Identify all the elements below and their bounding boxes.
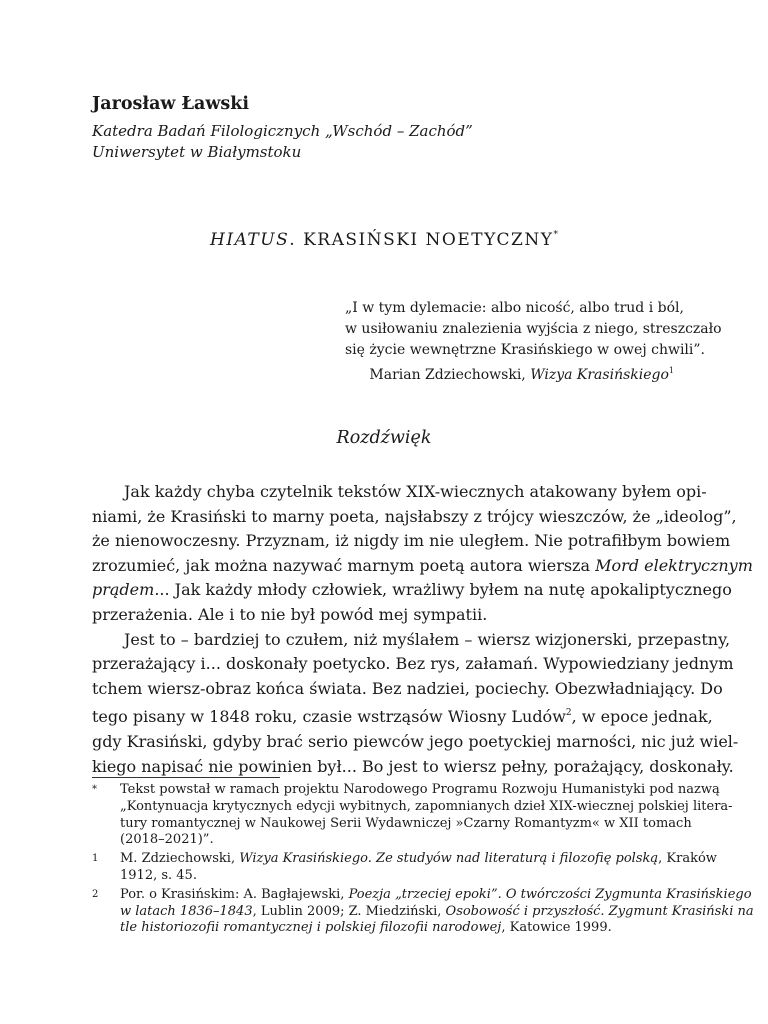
footnote-line: Tekst powstał w ramach projektu Narodowego Programu Rozwoju Humanistyki pod nazwą (120, 782, 720, 797)
footnote-1 (92, 851, 717, 885)
epigraph (345, 298, 722, 361)
epigraph-source-title: Wizya Krasińskiego (530, 367, 669, 383)
paragraph1-line: Jak każdy chyba czytelnik tekstów XIX-wiecznych atakowany byłem opi- (124, 482, 707, 501)
paragraph2-line: przerażający i... doskonały poetycko. Bez rys, załamań. Wypowiedziany jednym (92, 654, 734, 674)
footnote-ref-2[interactable]: 2 (565, 708, 572, 719)
epigraph-source (369, 366, 674, 383)
paragraph2-line (92, 701, 713, 730)
footnote-star (92, 782, 733, 849)
poem-title-cont: prądem (92, 580, 155, 600)
text-run: , Kraków (658, 851, 717, 867)
footnote-line: „Kontynuacja krytycznych edycji wybitnych, zapomnianych dzieł XIX-wiecznej polskiej litera- (120, 798, 733, 814)
text-run: ... Jak każdy młody człowiek, wrażliwy byłem na nutę apokaliptycznego (154, 580, 732, 600)
paragraph1-line: niami, że Krasiński to marny poeta, najsłabszy z trójcy wieszczów, że „ideolog”, (92, 506, 737, 526)
epigraph-source-author: Marian Zdziechowski, (369, 367, 526, 383)
cited-title: Poezja „trzeciej epoki”. O twórczości Zygmunta Krasińskiego (348, 886, 752, 902)
cited-title: Osobowość i przyszłość. Zygmunt Krasiński na (445, 903, 754, 919)
footnote-line: tury romantycznej w Naukowej Serii Wydawniczej »Czarny Romantyzm« w XII tomach (120, 815, 692, 831)
paragraph2-line: gdy Krasiński, gdyby brać serio piewców jego poetyckiej marności, nic już wiel- (92, 731, 739, 751)
article-title (0, 230, 768, 250)
footnote-line (120, 851, 717, 868)
footnote-mark: * (92, 784, 97, 795)
text-run: Por. o Krasińskim: A. Bagłajewski, (120, 886, 345, 902)
footnote-line: (2018–2021)”. (120, 832, 214, 848)
text-run: tego pisany w 1848 roku, czasie wstrząsów Wiosny Ludów (92, 707, 566, 727)
cited-title: w latach 1836–1843 (120, 903, 253, 919)
paragraph1-line: że nienowoczesny. Przyznam, iż nigdy im nie uległem. Nie potrafiłbym bowiem (92, 531, 731, 551)
text-run: , Lublin 2009; Z. Miedziński, (252, 903, 442, 919)
title-footnote-mark[interactable]: * (553, 230, 558, 240)
author-name: Jarosław Ławski (92, 94, 250, 114)
cited-title: Wizya Krasińskiego. Ze studyów nad literaturą i filozofię polską (239, 851, 659, 867)
footnote-divider (92, 777, 280, 778)
paragraph1-line (92, 578, 732, 603)
section-heading: Rozdźwięk (336, 428, 432, 448)
poem-title: Mord elektrycznym (595, 555, 753, 575)
body-text (92, 480, 753, 779)
footnote-line: 1912, s. 45. (120, 867, 197, 883)
title-hiatus: HIATUS (210, 230, 290, 250)
text-run: , Katowice 1999. (501, 920, 612, 936)
title-main: KRASIŃSKI NOETYCZNY (303, 230, 554, 250)
text-run: M. Zdziechowski, (120, 851, 236, 867)
paragraph2-line: Jest to – bardziej to czułem, niż myślałem – wiersz wizjonerski, przepastny, (124, 629, 731, 649)
footnotes (92, 782, 754, 939)
footnote-line (120, 903, 754, 921)
paragraph1-line (92, 554, 753, 579)
paragraph1-line: przerażenia. Ale i to nie był powód mej sympatii. (92, 604, 488, 624)
affiliation-university: Uniwersytet w Białymstoku (92, 143, 302, 161)
footnote-line (120, 886, 752, 904)
footnote-2 (92, 886, 754, 937)
affiliation-department: Katedra Badań Filologicznych „Wschód – Zachód” (92, 122, 473, 140)
footnote-mark: 1 (92, 853, 99, 865)
paragraph2-line: kiego napisać nie powinien był... Bo jest to wiersz pełny, porażający, doskonały. (92, 756, 734, 776)
title-separator: . (289, 230, 297, 250)
footnote-line (120, 920, 676, 937)
footnote-mark: 2 (92, 888, 99, 900)
epigraph-footnote-mark[interactable]: 1 (668, 366, 674, 375)
text-run: , w epoce jednak, (571, 707, 713, 727)
epigraph-line: „I w tym dylemacie: albo nicość, albo trud i ból, (345, 300, 684, 316)
epigraph-line: w usiłowaniu znalezienia wyjścia z niego, streszczało (345, 321, 722, 337)
epigraph-line: się życie wewnętrzne Krasińskiego w owej chwili”. (345, 342, 705, 358)
paragraph2-line: tchem wiersz-obraz końca świata. Bez nadziei, pociechy. Obezwładniający. Do (92, 678, 723, 698)
cited-title: tle historiozofii romantycznej i polskiej filozofii narodowej (120, 920, 502, 936)
text-run: zrozumieć, jak można nazywać marnym poetą autora wiersza (92, 555, 591, 575)
